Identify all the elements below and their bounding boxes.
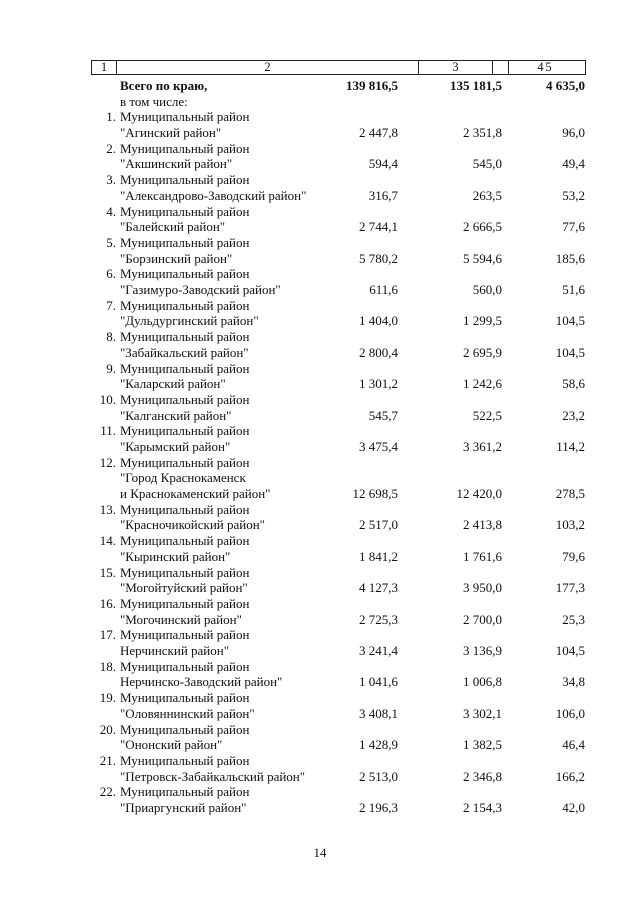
total-col-5: 4 635,0	[546, 78, 585, 93]
district-name	[120, 627, 330, 658]
header-col-5: 5	[508, 61, 588, 74]
table-row	[0, 361, 640, 392]
col-5-value: 46,4	[562, 737, 585, 753]
district-name-line: "Агинский район"	[120, 125, 222, 141]
col-5-value: 278,5	[555, 486, 585, 502]
district-name-line: "Могойтуйский район"	[120, 580, 248, 596]
col-3-value: 3 408,1	[359, 705, 398, 721]
row-number: 8.	[106, 329, 116, 345]
district-name-line: Муниципальный район	[120, 391, 250, 407]
table-row	[0, 329, 640, 360]
col-4-value: 12 420,0	[456, 486, 502, 502]
district-name-line: Муниципальный район	[120, 533, 250, 549]
district-name	[120, 423, 330, 454]
district-name-line: Нерчинский район"	[120, 643, 230, 659]
district-name-line: "Карымский район"	[120, 438, 231, 454]
col-5-value: 51,6	[562, 282, 585, 298]
col-4-value: 2 413,8	[463, 517, 502, 533]
district-name-line: Муниципальный район	[120, 203, 250, 219]
row-number: 3.	[106, 172, 116, 188]
district-name-line: и Краснокаменский район"	[120, 486, 271, 502]
total-col-4: 135 181,5	[450, 78, 502, 93]
district-name-line: "Ононский район"	[120, 737, 223, 753]
row-number: 12.	[99, 454, 116, 470]
row-number: 14.	[99, 533, 116, 549]
table-row	[0, 784, 640, 815]
district-name-line: Муниципальный район	[120, 595, 250, 611]
col-5-value: 49,4	[562, 156, 585, 172]
col-5-value: 104,5	[555, 313, 585, 329]
table-row	[0, 753, 640, 784]
district-name-line: Муниципальный район	[120, 721, 250, 737]
row-number: 22.	[99, 784, 116, 800]
col-5-value: 53,2	[562, 187, 585, 203]
col-5-value: 106,0	[555, 705, 585, 721]
table-row	[0, 690, 640, 721]
table-row	[0, 204, 640, 235]
col-4-value: 3 302,1	[463, 705, 502, 721]
col-3-value: 1 301,2	[359, 376, 398, 392]
district-name	[120, 722, 330, 753]
table-row	[0, 392, 640, 423]
district-name-line: "Красночикойский район"	[120, 517, 265, 533]
page-number: 14	[313, 845, 327, 860]
col-5-value: 23,2	[562, 407, 585, 423]
district-name	[120, 596, 330, 627]
col-3-value: 5 780,2	[359, 250, 398, 266]
district-name-line: Муниципальный район	[120, 752, 250, 768]
table-row	[0, 172, 640, 203]
district-name-line: "Оловяннинский район"	[120, 705, 255, 721]
row-number: 13.	[99, 501, 116, 517]
row-number: 11.	[100, 423, 116, 439]
table-row	[0, 627, 640, 658]
col-3-value: 1 428,9	[359, 737, 398, 753]
col-3-value: 3 241,4	[359, 643, 398, 659]
row-number: 20.	[99, 721, 116, 737]
col-3-value: 594,4	[368, 156, 398, 172]
district-name-line: "Александрово-Заводский район"	[120, 187, 307, 203]
row-number: 4.	[106, 203, 116, 219]
col-4-value: 522,5	[472, 407, 502, 423]
col-4-value: 1 242,6	[463, 376, 502, 392]
district-name-line: "Кыринский район"	[120, 548, 231, 564]
col-5-value: 103,2	[555, 517, 585, 533]
col-4-value: 2 346,8	[463, 768, 502, 784]
col-5-value: 104,5	[555, 643, 585, 659]
district-name-line: Муниципальный район	[120, 266, 250, 282]
col-4-value: 2 154,3	[463, 799, 502, 815]
table-row	[0, 455, 640, 502]
col-4-value: 5 594,6	[463, 250, 502, 266]
district-name	[120, 392, 330, 423]
col-3-value: 3 475,4	[359, 438, 398, 454]
district-name	[120, 266, 330, 297]
header-col-4: 4	[492, 61, 588, 74]
col-4-value: 1 006,8	[463, 674, 502, 690]
district-name-line: Муниципальный район	[120, 784, 250, 800]
row-number: 6.	[106, 266, 116, 282]
table-row	[0, 722, 640, 753]
table-row	[0, 109, 640, 140]
col-3-value: 2 517,0	[359, 517, 398, 533]
col-5-value: 104,5	[555, 344, 585, 360]
col-3-value: 611,6	[369, 282, 398, 298]
district-name-line: Муниципальный район	[120, 297, 250, 313]
col-3-value: 1 404,0	[359, 313, 398, 329]
district-name-line: Муниципальный район	[120, 564, 250, 580]
col-5-value: 42,0	[562, 799, 585, 815]
col-3-value: 2 744,1	[359, 219, 398, 235]
data-table	[0, 78, 640, 816]
col-3-value: 2 196,3	[359, 799, 398, 815]
district-name-line: "Могочинский район"	[120, 611, 242, 627]
district-name-line: Муниципальный район	[120, 690, 250, 706]
row-number: 2.	[106, 140, 116, 156]
table-row	[0, 502, 640, 533]
row-number: 15.	[99, 564, 116, 580]
district-name	[120, 690, 330, 721]
col-4-value: 2 666,5	[463, 219, 502, 235]
col-4-value: 3 950,0	[463, 580, 502, 596]
district-name	[120, 329, 330, 360]
row-number: 19.	[99, 690, 116, 706]
district-name	[120, 455, 330, 502]
table-row	[0, 266, 640, 297]
header-col-3: 3	[418, 61, 492, 74]
district-name	[120, 361, 330, 392]
district-name-line: "Петровск-Забайкальский район"	[120, 768, 306, 784]
col-5-value: 58,6	[562, 376, 585, 392]
district-name-line: "Каларский район"	[120, 376, 226, 392]
row-number: 17.	[99, 627, 116, 643]
row-number: 5.	[106, 234, 116, 250]
table-header-row	[91, 60, 586, 75]
col-4-value: 1 299,5	[463, 313, 502, 329]
district-name-line: Муниципальный район	[120, 627, 250, 643]
district-name-line: "Калганский район"	[120, 407, 232, 423]
table-row	[0, 533, 640, 564]
col-4-value: 3 136,9	[463, 643, 502, 659]
total-row	[0, 78, 640, 109]
district-name-line: "Забайкальский район"	[120, 344, 249, 360]
row-number: 10.	[99, 391, 116, 407]
col-3-value: 4 127,3	[359, 580, 398, 596]
row-number: 9.	[106, 360, 116, 376]
row-number: 18.	[99, 658, 116, 674]
col-5-value: 25,3	[562, 611, 585, 627]
table-row	[0, 596, 640, 627]
row-number: 16.	[99, 595, 116, 611]
header-col-1: 1	[100, 60, 108, 74]
col-3-value: 2 447,8	[359, 125, 398, 141]
total-label: Всего по краю,	[120, 78, 208, 93]
district-name-line: Муниципальный район	[120, 501, 250, 517]
table-row	[0, 141, 640, 172]
district-name-line: "Приаргунский район"	[120, 799, 247, 815]
district-name-line: Муниципальный район	[120, 423, 250, 439]
district-name-line: "Балейский район"	[120, 219, 226, 235]
col-5-value: 34,8	[562, 674, 585, 690]
district-name-line: Муниципальный район	[120, 329, 250, 345]
district-name	[120, 204, 330, 235]
district-name-line: "Газимуро-Заводский район"	[120, 282, 281, 298]
district-name-line: Муниципальный район	[120, 140, 250, 156]
table-row	[0, 298, 640, 329]
row-number: 7.	[106, 297, 116, 313]
district-name	[120, 298, 330, 329]
district-name-line: Муниципальный район	[120, 658, 250, 674]
district-name	[120, 235, 330, 266]
col-5-value: 185,6	[555, 250, 585, 266]
district-name	[120, 502, 330, 533]
district-name-line: "Борзинский район"	[120, 250, 233, 266]
col-4-value: 2 700,0	[463, 611, 502, 627]
col-3-value: 12 698,5	[352, 486, 398, 502]
col-4-value: 560,0	[472, 282, 502, 298]
district-name	[120, 784, 330, 815]
col-3-value: 1 841,2	[359, 548, 398, 564]
total-sublabel: в том числе:	[120, 93, 188, 109]
district-name-line: "Дульдургинский район"	[120, 313, 259, 329]
row-number: 1.	[106, 109, 116, 125]
col-4-value: 263,5	[472, 187, 502, 203]
district-name-line: "Акшинский район"	[120, 156, 233, 172]
col-3-value: 316,7	[368, 187, 398, 203]
col-4-value: 1 382,5	[463, 737, 502, 753]
district-name	[120, 141, 330, 172]
col-5-value: 77,6	[562, 219, 585, 235]
total-col-3: 139 816,5	[346, 78, 398, 93]
col-4-value: 1 761,6	[463, 548, 502, 564]
district-name-line: "Город Краснокаменск	[120, 470, 246, 486]
col-5-value: 166,2	[555, 768, 585, 784]
col-5-value: 114,2	[556, 438, 585, 454]
col-3-value: 2 725,3	[359, 611, 398, 627]
district-name	[120, 109, 330, 140]
col-4-value: 2 695,9	[463, 344, 502, 360]
col-4-value: 3 361,2	[463, 438, 502, 454]
col-3-value: 1 041,6	[359, 674, 398, 690]
col-5-value: 177,3	[555, 580, 585, 596]
district-name	[120, 172, 330, 203]
row-number: 21.	[99, 752, 116, 768]
district-name	[120, 533, 330, 564]
district-name	[120, 753, 330, 784]
table-row	[0, 423, 640, 454]
table-row	[0, 565, 640, 596]
col-4-value: 545,0	[472, 156, 502, 172]
header-col-2: 2	[116, 61, 418, 74]
district-name	[120, 565, 330, 596]
district-name-line: Муниципальный район	[120, 360, 250, 376]
col-3-value: 2 800,4	[359, 344, 398, 360]
col-5-value: 79,6	[562, 548, 585, 564]
district-name	[120, 659, 330, 690]
district-name-line: Муниципальный район	[120, 234, 250, 250]
table-row	[0, 235, 640, 266]
col-5-value: 96,0	[562, 125, 585, 141]
district-name-line: Нерчинско-Заводский район"	[120, 674, 283, 690]
col-4-value: 2 351,8	[463, 125, 502, 141]
district-name-line: Муниципальный район	[120, 454, 250, 470]
district-name-line: Муниципальный район	[120, 172, 250, 188]
col-3-value: 545,7	[368, 407, 398, 423]
table-row	[0, 659, 640, 690]
col-3-value: 2 513,0	[359, 768, 398, 784]
district-name-line: Муниципальный район	[120, 109, 250, 125]
